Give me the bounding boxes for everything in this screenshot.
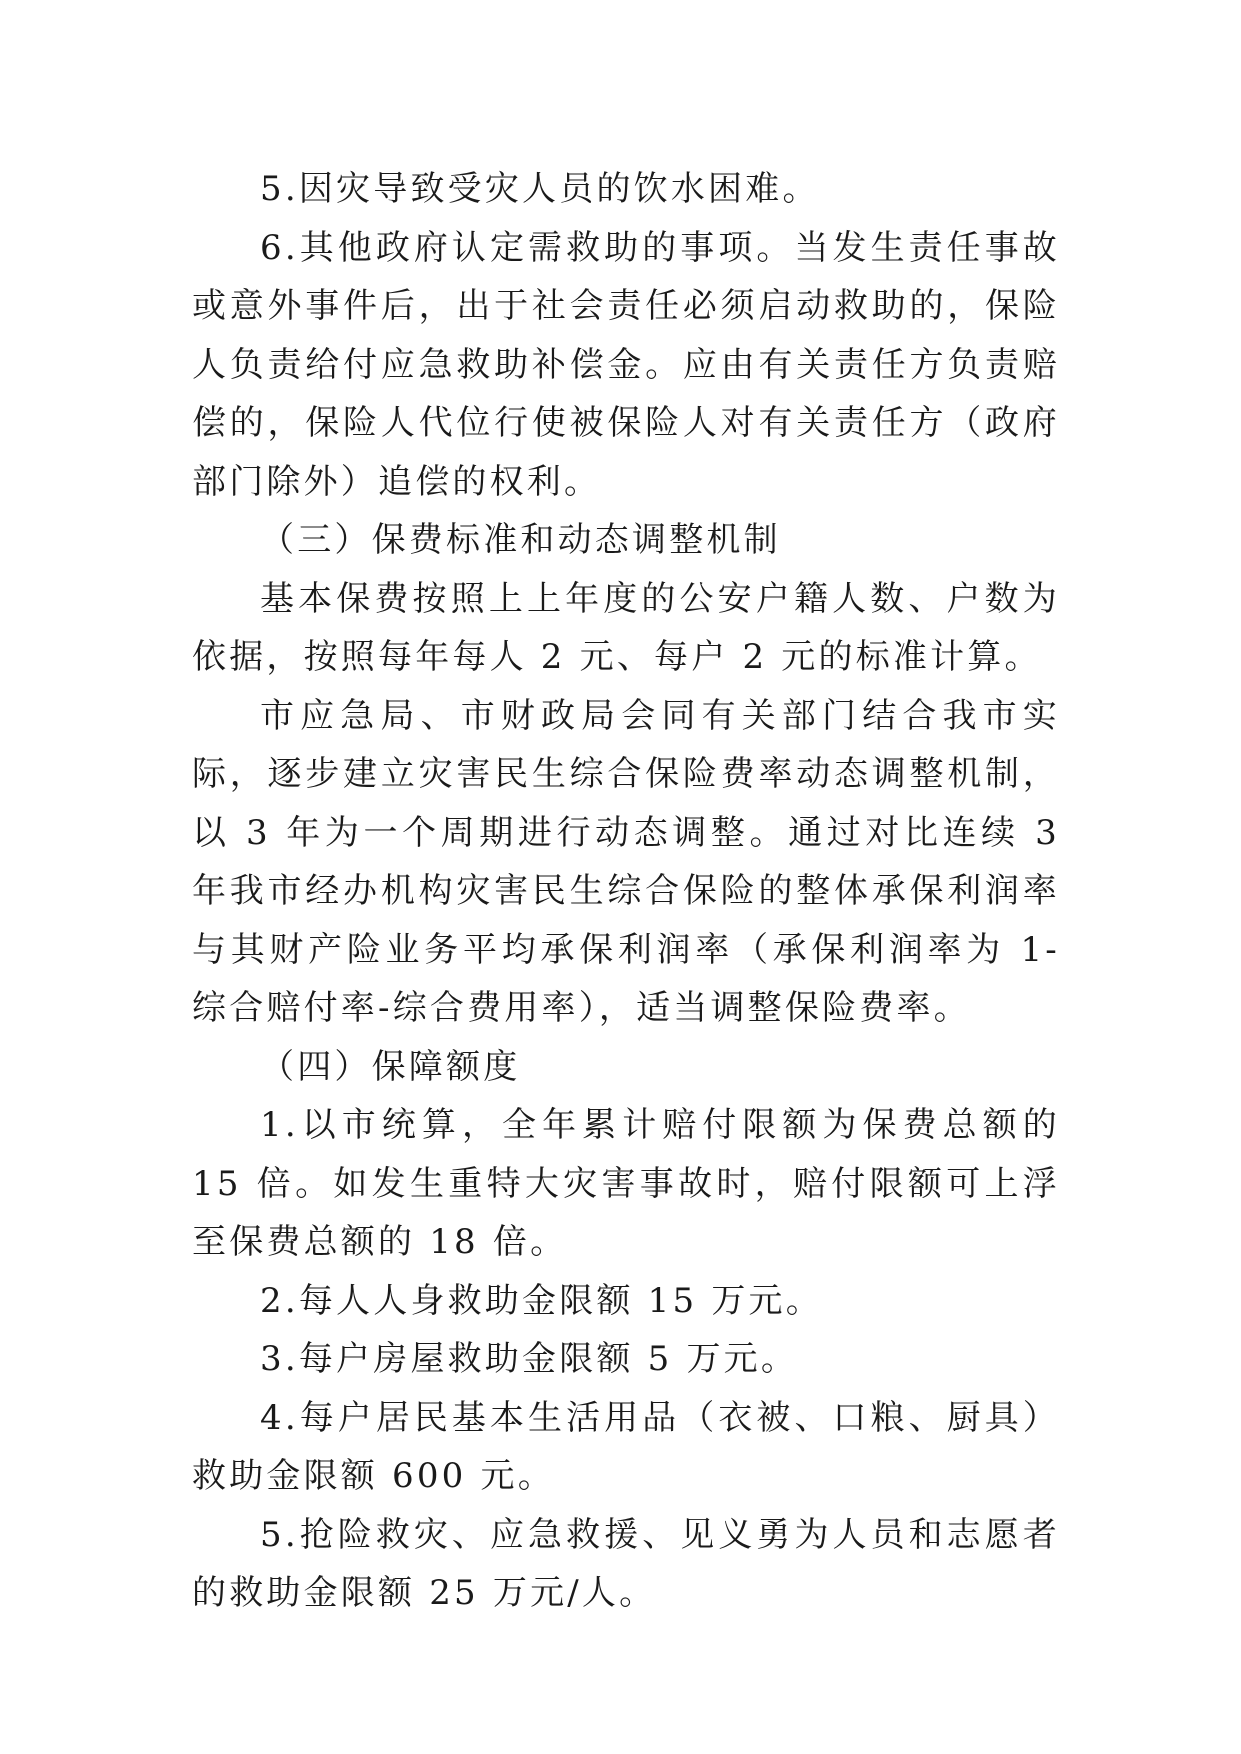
paragraph-limit-3: 3.每户房屋救助金限额 5 万元。	[260, 1339, 799, 1379]
paragraph-item-5-water: 5.因灾导致受灾人员的饮水困难。	[260, 169, 820, 209]
paragraph-rate-adjustment: 市应急局、市财政局会同有关部门结合我市实际，逐步建立灾害民生综合保险费率动态调整机制，以 3 年为一个周期进行动态调整。通过对比连续 3 年我市经办机构灾害民生综合保险的整体承保利润率与其财产险业务平均承保利润率（承保利润率为 1-综合赔付率-综合费用率），适当调整保险费率。	[192, 695, 1060, 1028]
paragraph-base-premium: 基本保费按照上上年度的公安户籍人数、户数为依据，按照每年每人 2 元、每户 2 元的标准计算。	[192, 578, 1060, 677]
paragraph-limit-4: 4.每户居民基本生活用品（衣被、口粮、厨具）救助金限额 600 元。	[192, 1397, 1060, 1496]
paragraph-limit-2: 2.每人人身救助金限额 15 万元。	[260, 1280, 823, 1321]
section-heading-3: （三）保费标准和动态调整机制	[260, 520, 781, 560]
document-body	[192, 160, 1060, 1623]
paragraph-item-6-other: 6.其他政府认定需救助的事项。当发生责任事故或意外事件后，出于社会责任必须启动救助的，保险人负责给付应急救助补偿金。应由有关责任方负责赔偿的，保险人代位行使被保险人对有关责任方（政府部门除外）追偿的权利。	[192, 227, 1060, 502]
paragraph-limit-1: 1.以市统算，全年累计赔付限额为保费总额的 15 倍。如发生重特大灾害事故时，赔付限额可上浮至保费总额的 18 倍。	[192, 1105, 1060, 1262]
section-heading-4: （四）保障额度	[260, 1046, 521, 1087]
paragraph-limit-5: 5.抢险救灾、应急救援、见义勇为人员和志愿者的救助金限额 25 万元/人。	[192, 1514, 1060, 1613]
